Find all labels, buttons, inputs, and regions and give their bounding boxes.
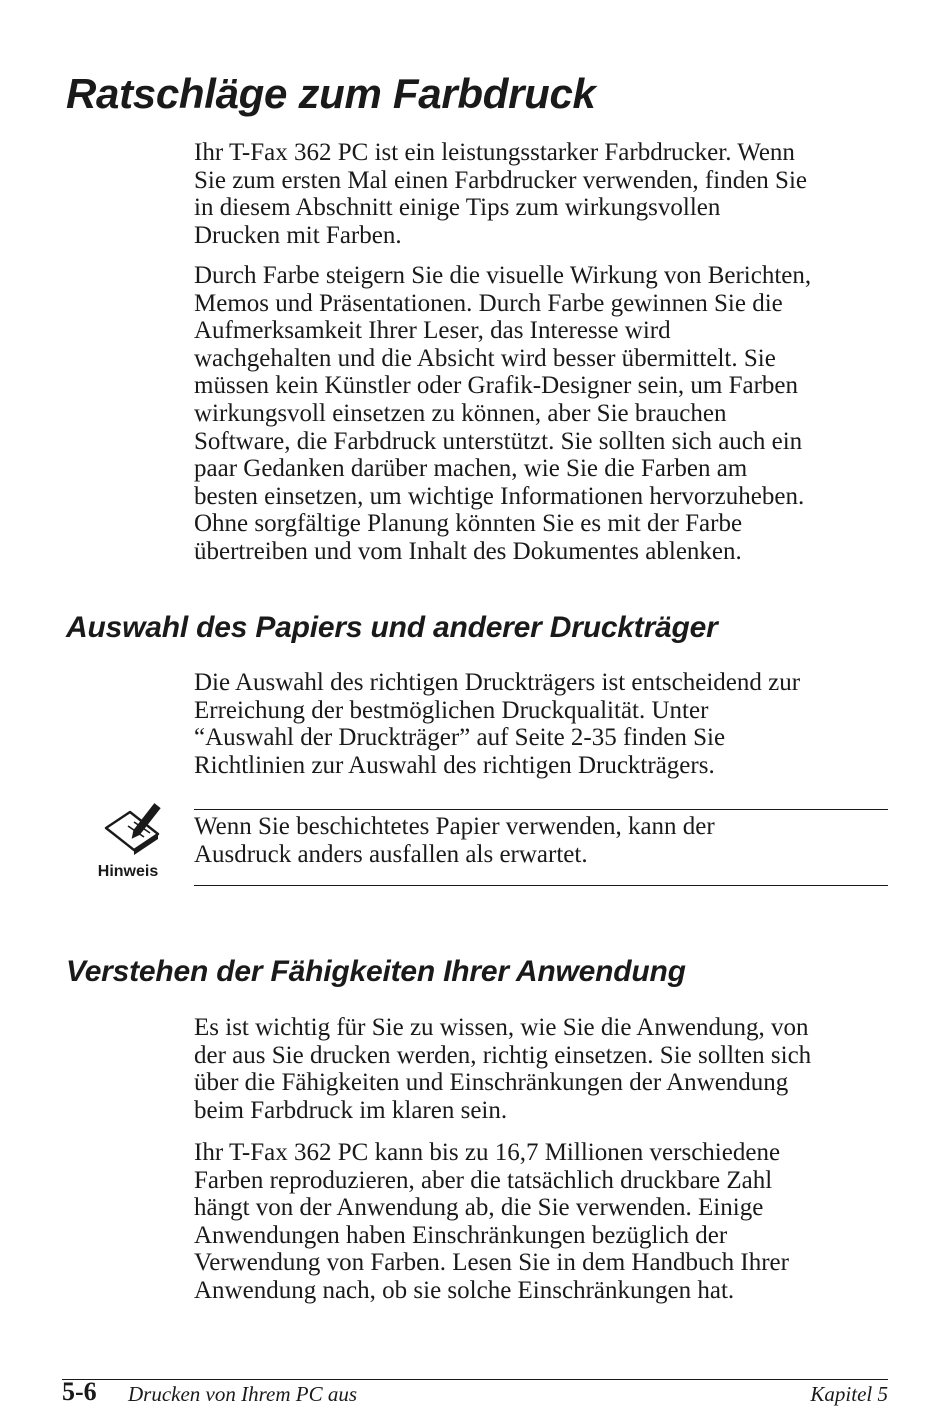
text-line: Erreichung der bestmöglichen Druckqualität. Unter bbox=[194, 696, 709, 724]
text-line: Es ist wichtig für Sie zu wissen, wie Sie die Anwendung, von bbox=[194, 1014, 809, 1041]
text-line: der aus Sie drucken werden, richtig einsetzen. Sie sollten sich bbox=[194, 1041, 812, 1069]
text-line: Ihr T-Fax 362 PC ist ein leistungsstarker Farbdrucker. Wenn bbox=[194, 139, 795, 166]
text-line: in diesem Abschnitt einige Tips zum wirkungsvollen bbox=[194, 194, 721, 222]
text-line: Software, die Farbdruck unterstützt. Sie sollten sich auch ein bbox=[194, 427, 803, 455]
footer-rule bbox=[62, 1379, 888, 1380]
paper-selection-paragraph bbox=[194, 669, 894, 779]
text-line: paar Gedanken darüber machen, wie Sie die Farben am bbox=[194, 455, 748, 483]
application-paragraph-2 bbox=[194, 1139, 894, 1305]
text-line: “Auswahl der Druckträger” auf Seite 2-35 finden Sie bbox=[194, 724, 726, 752]
text-line: Anwendungen haben Einschränkungen bezüglich der bbox=[194, 1221, 728, 1249]
text-line: Drucken mit Farben. bbox=[194, 221, 402, 249]
text-line: Aufmerksamkeit Ihrer Leser, das Interesse wird bbox=[194, 317, 671, 345]
text-line: wachgehalten und die Absicht wird besser übermittelt. Sie bbox=[194, 344, 776, 372]
section-heading-paper: Auswahl des Papiers und anderer Druckträger bbox=[66, 611, 718, 644]
note-top-rule bbox=[194, 809, 888, 810]
text-line: über die Fähigkeiten und Einschränkungen der Anwendung bbox=[194, 1069, 789, 1097]
text-line: müssen kein Künstler oder Grafik-Designer sein, um Farben bbox=[194, 372, 799, 400]
color-effect-paragraph bbox=[194, 262, 894, 566]
application-paragraph-1 bbox=[194, 1014, 894, 1124]
text-line: Farben reproduzieren, aber die tatsächlich druckbare Zahl bbox=[194, 1166, 773, 1194]
text-line: beim Farbdruck im klaren sein. bbox=[194, 1096, 508, 1124]
text-line: Richtlinien zur Auswahl des richtigen Druckträgers. bbox=[194, 751, 715, 779]
note-text bbox=[194, 813, 894, 868]
footer-title: Drucken von Ihrem PC aus bbox=[128, 1382, 358, 1406]
text-line: Ohne sorgfältige Planung könnten Sie es mit der Farbe bbox=[194, 510, 743, 538]
text-line: Memos und Präsentationen. Durch Farbe gewinnen Sie die bbox=[194, 289, 783, 317]
footer-chapter: Kapitel 5 bbox=[810, 1382, 888, 1406]
text-line: Verwendung von Farben. Lesen Sie in dem Handbuch Ihrer bbox=[194, 1249, 789, 1277]
text-line: hängt von der Anwendung ab, die Sie verwenden. Einige bbox=[194, 1194, 764, 1222]
text-line: Wenn Sie beschichtetes Papier verwenden, kann der bbox=[194, 813, 715, 840]
text-line: übertreiben und vom Inhalt des Dokumentes ablenken. bbox=[194, 537, 742, 565]
text-line: Durch Farbe steigern Sie die visuelle Wirkung von Berichten, bbox=[194, 262, 812, 289]
note-pencil-icon bbox=[96, 802, 166, 864]
section-heading-application: Verstehen der Fähigkeiten Ihrer Anwendung bbox=[66, 955, 686, 988]
text-line: Ihr T-Fax 362 PC kann bis zu 16,7 Millionen verschiedene bbox=[194, 1139, 781, 1166]
intro-paragraph bbox=[194, 139, 894, 249]
text-line: besten einsetzen, um wichtige Informationen hervorzuheben. bbox=[194, 482, 805, 510]
text-line: Sie zum ersten Mal einen Farbdrucker verwenden, finden Sie bbox=[194, 166, 807, 194]
text-line: wirkungsvoll einsetzen zu können, aber Sie brauchen bbox=[194, 399, 727, 427]
note-label: Hinweis bbox=[97, 863, 159, 880]
note-bottom-rule bbox=[194, 885, 888, 886]
text-line: Die Auswahl des richtigen Druckträgers ist entscheidend zur bbox=[194, 669, 801, 696]
note-box-icon bbox=[88, 800, 168, 890]
page-number: 5-6 bbox=[62, 1377, 97, 1406]
page-title: Ratschläge zum Farbdruck bbox=[66, 70, 596, 117]
text-line: Anwendung nach, ob sie solche Einschränkungen hat. bbox=[194, 1276, 735, 1304]
text-line: Ausdruck anders ausfallen als erwartet. bbox=[194, 840, 588, 868]
